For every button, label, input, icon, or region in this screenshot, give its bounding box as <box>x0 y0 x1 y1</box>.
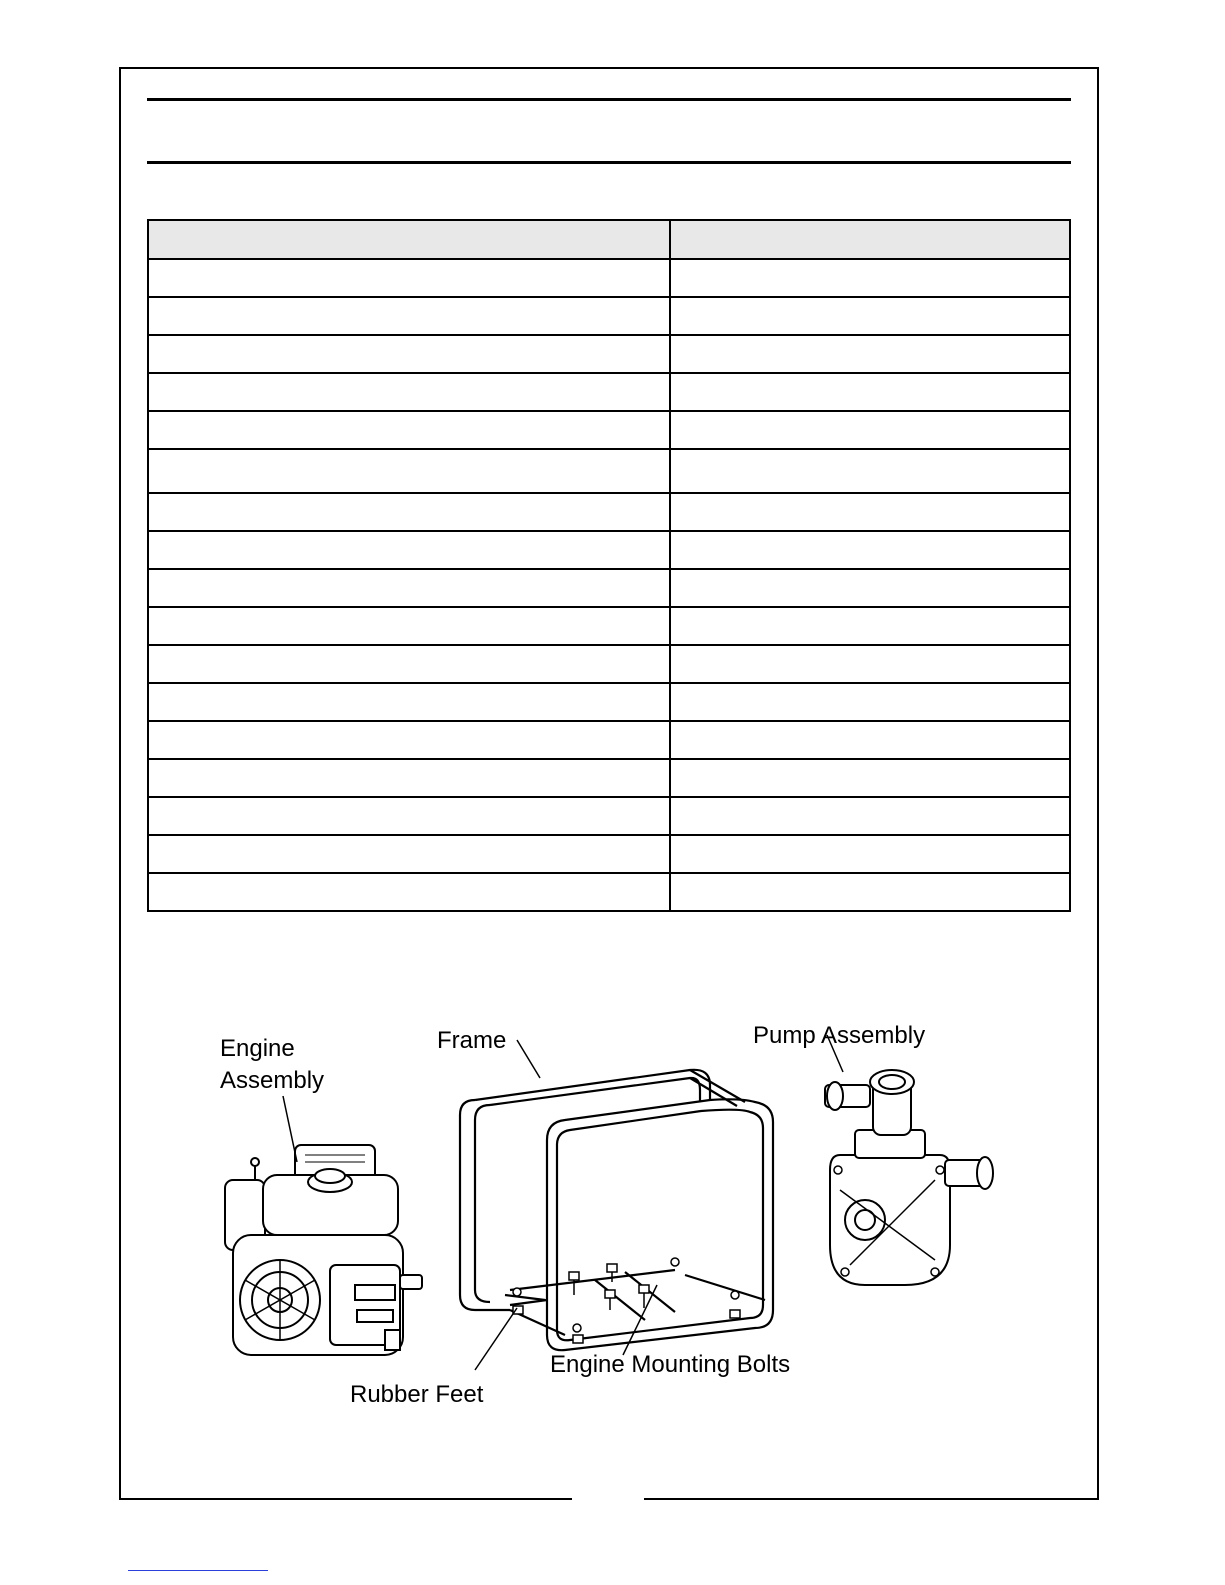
table-row <box>148 531 1070 569</box>
table-cell <box>670 873 1070 911</box>
table-cell <box>670 797 1070 835</box>
table-row <box>148 873 1070 911</box>
engine-assembly-label-line2: Assembly <box>220 1067 325 1094</box>
table-cell <box>148 449 670 493</box>
table-header-cell <box>148 220 670 259</box>
table-cell <box>670 297 1070 335</box>
table-row <box>148 797 1070 835</box>
table-row <box>148 297 1070 335</box>
engine-assembly-label-line1: Engine <box>220 1035 295 1062</box>
exploded-assembly-illustration <box>145 1010 1085 1430</box>
table-cell <box>148 835 670 873</box>
table-cell <box>148 645 670 683</box>
table-cell <box>670 259 1070 297</box>
table-cell <box>148 493 670 531</box>
table-cell <box>670 835 1070 873</box>
table-cell <box>148 607 670 645</box>
table-cell <box>148 297 670 335</box>
footer-link-underline[interactable] <box>128 1570 268 1571</box>
table-cell <box>148 411 670 449</box>
engine-mounting-bolts-label: Engine Mounting Bolts <box>550 1351 791 1378</box>
table-cell <box>148 569 670 607</box>
table-cell <box>148 797 670 835</box>
table-cell <box>670 373 1070 411</box>
table-cell <box>148 335 670 373</box>
header-rule-bottom <box>147 161 1071 164</box>
table-row <box>148 259 1070 297</box>
frame-drawing <box>460 1070 773 1350</box>
specification-table <box>147 219 1071 912</box>
rubber-feet-label: Rubber Feet <box>350 1381 484 1408</box>
table-cell <box>148 873 670 911</box>
table-header-cell <box>670 220 1070 259</box>
table-cell <box>148 373 670 411</box>
table-cell <box>148 531 670 569</box>
table-cell <box>148 259 670 297</box>
table-cell <box>148 721 670 759</box>
table-row <box>148 411 1070 449</box>
table-cell <box>670 759 1070 797</box>
pump-drawing <box>825 1070 993 1285</box>
table-cell <box>148 759 670 797</box>
table-row <box>148 335 1070 373</box>
table-cell <box>670 607 1070 645</box>
table-row <box>148 493 1070 531</box>
pump-assembly-label: Pump Assembly <box>753 1022 926 1049</box>
engine-drawing <box>225 1145 422 1355</box>
table-cell <box>670 411 1070 449</box>
frame-label: Frame <box>437 1027 507 1054</box>
table-cell <box>670 449 1070 493</box>
table-row <box>148 721 1070 759</box>
table-row <box>148 373 1070 411</box>
table-header-row <box>148 220 1070 259</box>
table-cell <box>670 493 1070 531</box>
table-cell <box>670 335 1070 373</box>
table-row <box>148 683 1070 721</box>
table-cell <box>670 569 1070 607</box>
table-row <box>148 449 1070 493</box>
table-row <box>148 645 1070 683</box>
table-row <box>148 759 1070 797</box>
table-row <box>148 607 1070 645</box>
table-cell <box>670 531 1070 569</box>
header-rule-top <box>147 98 1071 101</box>
page-number-gap <box>572 1494 644 1504</box>
table-cell <box>670 721 1070 759</box>
table-cell <box>670 645 1070 683</box>
table-cell <box>670 683 1070 721</box>
table-cell <box>148 683 670 721</box>
table-row <box>148 569 1070 607</box>
table-row <box>148 835 1070 873</box>
